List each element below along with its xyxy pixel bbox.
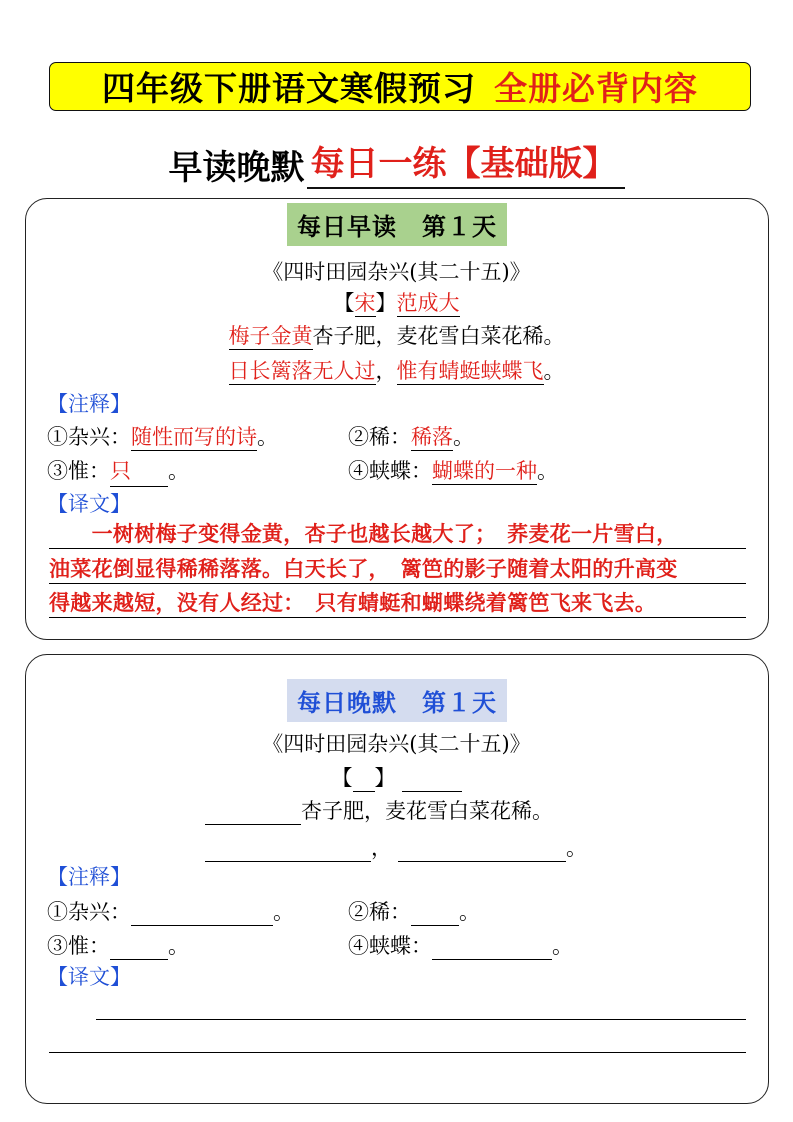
translation-line: 一树树梅子变得金黄，杏子也越长越大了； 荞麦花一片雪白， (49, 518, 746, 549)
line2-blank-a[interactable] (205, 841, 371, 862)
evening-poem-line-2 (205, 832, 587, 862)
author-bracket-open: 【 (331, 766, 353, 790)
banner-title: 四年级下册语文寒假预习 (102, 69, 476, 108)
morning-note-1 (47, 421, 278, 451)
evening-line1-rest: 杏子肥，麦花雪白菜花稀。 (301, 799, 553, 823)
note-blank[interactable] (411, 905, 459, 926)
evening-heading (26, 679, 768, 722)
morning-heading (26, 203, 768, 246)
note-end: 。 (459, 900, 480, 924)
dynasty-blank[interactable] (353, 771, 375, 792)
note-answer: 稀落 (411, 425, 453, 449)
author-blank[interactable] (402, 771, 462, 792)
morning-dynasty: 宋 (354, 291, 376, 315)
author-bracket-open: 【 (333, 291, 355, 315)
subtitle-highlight: 每日一练【基础版】 (307, 136, 625, 189)
evening-line2-end: 。 (566, 836, 587, 860)
evening-note-3 (47, 930, 189, 960)
morning-line2-sep: ， (375, 359, 397, 383)
evening-author-line (0, 762, 793, 792)
morning-notes-label: 【注释】 (47, 392, 131, 416)
note-end: 。 (168, 934, 189, 958)
subtitle (0, 136, 793, 189)
morning-poem-line-1 (0, 320, 793, 350)
author-bracket-close: 】 (375, 291, 397, 315)
note-end: 。 (273, 900, 294, 924)
morning-line1-answer: 梅子金黄 (228, 324, 313, 348)
evening-poem-title: 《四时田园杂兴(其二十五)》 (262, 732, 531, 756)
evening-dictation-card (25, 654, 769, 1104)
morning-note-2 (348, 421, 474, 451)
evening-note-1 (47, 896, 294, 926)
note-label: ②稀： (348, 425, 411, 449)
note-label: ①杂兴： (47, 900, 131, 924)
note-blank[interactable] (110, 939, 168, 960)
note-label: ③惟： (47, 459, 110, 483)
translation-line: 油菜花倒显得稀稀落落。白天长了， 篱笆的影子随着太阳的升高变 (49, 553, 746, 584)
subtitle-main: 早读晚默 (168, 148, 305, 188)
note-label: ②稀： (348, 900, 411, 924)
note-answer: 只 (110, 455, 168, 487)
morning-note-4 (348, 455, 558, 485)
note-end: 。 (257, 425, 278, 449)
note-blank[interactable] (432, 939, 552, 960)
note-label: ④蛱蝶： (348, 934, 432, 958)
note-end: 。 (453, 425, 474, 449)
note-answer: 随性而写的诗 (131, 425, 257, 449)
morning-line2-answer-a: 日长篱落无人过 (228, 359, 376, 383)
translation-write-line[interactable] (49, 1052, 746, 1053)
note-answer: 蝴蝶的一种 (432, 459, 537, 483)
morning-poem-line-2 (0, 355, 793, 385)
morning-poem-title: 《四时田园杂兴(其二十五)》 (262, 260, 531, 284)
translation-write-line[interactable] (96, 1019, 746, 1020)
note-end: 。 (537, 459, 558, 483)
line2-blank-b[interactable] (398, 841, 566, 862)
banner-highlight: 全册必背内容 (494, 69, 698, 108)
note-end: 。 (552, 934, 573, 958)
translation-line: 得越来越短，没有人经过： 只有蜻蜓和蝴蝶绕着篱笆飞来飞去。 (49, 587, 746, 618)
morning-author: 范成大 (396, 291, 460, 315)
note-label: ①杂兴： (47, 425, 131, 449)
title-banner (49, 62, 751, 111)
note-label: ③惟： (47, 934, 110, 958)
note-label: ④蛱蝶： (348, 459, 432, 483)
morning-heading-label: 每日早读 第１天 (287, 203, 507, 246)
morning-translation-label: 【译文】 (47, 492, 131, 516)
evening-note-4 (348, 930, 573, 960)
evening-line2-sep: ， (371, 836, 392, 860)
note-end: 。 (168, 459, 189, 483)
morning-line2-answer-b: 惟有蜻蜓蛱蝶飞 (396, 359, 544, 383)
note-blank[interactable] (131, 905, 273, 926)
evening-poem-line-1 (205, 795, 553, 825)
morning-author-line (0, 287, 793, 317)
evening-heading-label: 每日晚默 第１天 (287, 679, 507, 722)
author-bracket-close: 】 (374, 766, 396, 790)
evening-note-2 (348, 896, 480, 926)
line1-blank[interactable] (205, 804, 301, 825)
morning-line2-end: 。 (543, 359, 565, 383)
morning-line1-rest: 杏子肥，麦花雪白菜花稀。 (312, 324, 565, 348)
evening-translation-label: 【译文】 (47, 965, 131, 989)
morning-note-3 (47, 455, 189, 487)
evening-notes-label: 【注释】 (47, 865, 131, 889)
